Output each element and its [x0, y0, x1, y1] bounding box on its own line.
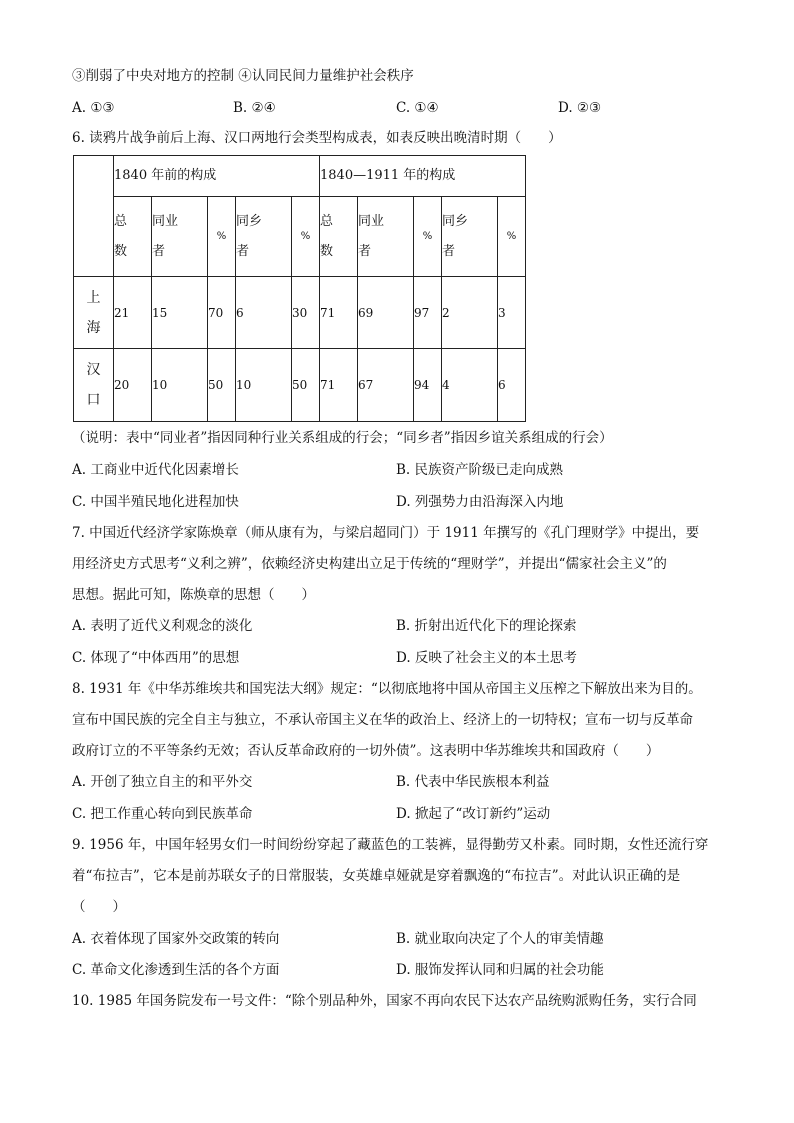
q9-stem-line-2: 着“布拉吉”，它本是前苏联女子的日常服装，女英雄卓娅就是穿着飘逸的“布拉吉”。对此认识正确的是	[72, 868, 681, 884]
q8-option-a: A. 开创了独立自主的和平外交	[72, 774, 253, 790]
table-cell: 50	[292, 349, 320, 422]
table-cell: 6	[498, 349, 526, 422]
table-cell: 71	[320, 349, 358, 422]
q8-option-c: C. 把工作重心转向到民族革命	[72, 806, 253, 822]
q9-option-b: B. 就业取向决定了个人的审美情趣	[396, 931, 604, 947]
table-cell: 50	[208, 349, 236, 422]
q8-option-d: D. 掀起了“改订新约”运动	[396, 806, 551, 822]
header-same-hometown: 同乡 者	[236, 197, 292, 277]
header-total: 总 数	[114, 197, 152, 277]
q8-stem-line-2: 宣布中国民族的完全自主与独立，不承认帝国主义在华的政治上、经济上的一切特权；宣布一切与反革命	[72, 712, 693, 728]
table-header-column-row	[74, 197, 526, 277]
row-label-hankou: 汉 口	[74, 349, 114, 422]
q6-option-b: B. 民族资产阶级已走向成熟	[396, 462, 564, 478]
table-cell: 15	[152, 277, 208, 349]
table-cell: 69	[358, 277, 414, 349]
table-cell: 97	[414, 277, 442, 349]
table-cell: 67	[358, 349, 414, 422]
header-period-1840-1911: 1840—1911 年的构成	[320, 156, 526, 197]
q7-option-d: D. 反映了社会主义的本土思考	[396, 650, 577, 666]
q6-option-c: C. 中国半殖民地化进程加快	[72, 494, 239, 510]
q9-option-a: A. 衣着体现了国家外交政策的转向	[72, 931, 280, 947]
q5-option-d: D. ②③	[558, 100, 602, 116]
guild-composition-table	[73, 155, 526, 422]
q5-option-c: C. ①④	[396, 100, 439, 116]
header-same-hometown: 同乡 者	[442, 197, 498, 277]
q6-option-a: A. 工商业中近代化因素增长	[72, 462, 239, 478]
table-cell: 10	[236, 349, 292, 422]
q9-stem-line-1: 9. 1956 年，中国年轻男女们一时间纷纷穿起了藏蓝色的工装裤，显得勤劳又朴素。同时期，女性还流行穿	[72, 837, 709, 853]
q6-stem: 6. 读鸦片战争前后上海、汉口两地行会类型构成表，如表反映出晚清时期（ ）	[72, 130, 562, 146]
table-row-hankou	[74, 349, 526, 422]
table-cell: 20	[114, 349, 152, 422]
table-cell: 94	[414, 349, 442, 422]
q8-stem-line-1: 8. 1931 年《中华苏维埃共和国宪法大纲》规定：“以彻底地将中国从帝国主义压榨之下解放出来为目的。	[72, 681, 702, 697]
table-cell: 6	[236, 277, 292, 349]
q10-stem-line-1: 10. 1985 年国务院发布一号文件：“除个别品种外，国家不再向农民下达农产品统购派购任务，实行合同	[72, 993, 697, 1009]
q9-option-d: D. 服饰发挥认同和归属的社会功能	[396, 962, 604, 978]
table-cell: 30	[292, 277, 320, 349]
header-percent: %	[498, 197, 526, 277]
header-percent: %	[414, 197, 442, 277]
table-cell: 4	[442, 349, 498, 422]
q7-option-a: A. 表明了近代义利观念的淡化	[72, 618, 253, 634]
header-period-before-1840: 1840 年前的构成	[114, 156, 320, 197]
header-percent: %	[208, 197, 236, 277]
table-cell: 21	[114, 277, 152, 349]
header-total: 总 数	[320, 197, 358, 277]
row-label-shanghai: 上 海	[74, 277, 114, 349]
q7-option-b: B. 折射出近代化下的理论探索	[396, 618, 577, 634]
table-cell: 70	[208, 277, 236, 349]
q7-stem-line-1: 7. 中国近代经济学家陈焕章（师从康有为，与梁启超同门）于 1911 年撰写的《孔门理财学》中提出，要	[72, 525, 700, 541]
q8-stem-line-3: 政府订立的不平等条约无效；否认反革命政府的一切外债”。这表明中华苏维埃共和国政府（ ）	[72, 743, 660, 759]
table-corner-cell	[74, 156, 114, 277]
q5-statements: ③削弱了中央对地方的控制 ④认同民间力量维护社会秩序	[72, 68, 414, 84]
q9-option-c: C. 革命文化渗透到生活的各个方面	[72, 962, 280, 978]
table-cell: 3	[498, 277, 526, 349]
q6-option-d: D. 列强势力由沿海深入内地	[396, 494, 564, 510]
q5-option-b: B. ②④	[233, 100, 276, 116]
q7-stem-line-3: 思想。据此可知，陈焕章的思想（ ）	[72, 587, 315, 603]
q7-stem-line-2: 用经济史方式思考“义利之辨”，依赖经济史构建出立足于传统的“理财学”，并提出“儒家社会主义”的	[72, 556, 667, 572]
header-same-trade: 同业 者	[152, 197, 208, 277]
table-cell: 71	[320, 277, 358, 349]
table-cell: 2	[442, 277, 498, 349]
header-same-trade: 同业 者	[358, 197, 414, 277]
q5-option-a: A. ①③	[72, 100, 115, 116]
table-row-shanghai	[74, 277, 526, 349]
table-header-period-row	[74, 156, 526, 197]
table-cell: 10	[152, 349, 208, 422]
q8-option-b: B. 代表中华民族根本利益	[396, 774, 550, 790]
header-percent: %	[292, 197, 320, 277]
q7-option-c: C. 体现了“中体西用”的思想	[72, 650, 240, 666]
q6-note: （说明：表中“同业者”指因同种行业关系组成的行会；“同乡者”指因乡谊关系组成的行会）	[72, 430, 613, 446]
q9-stem-line-3: （ ）	[72, 899, 126, 915]
